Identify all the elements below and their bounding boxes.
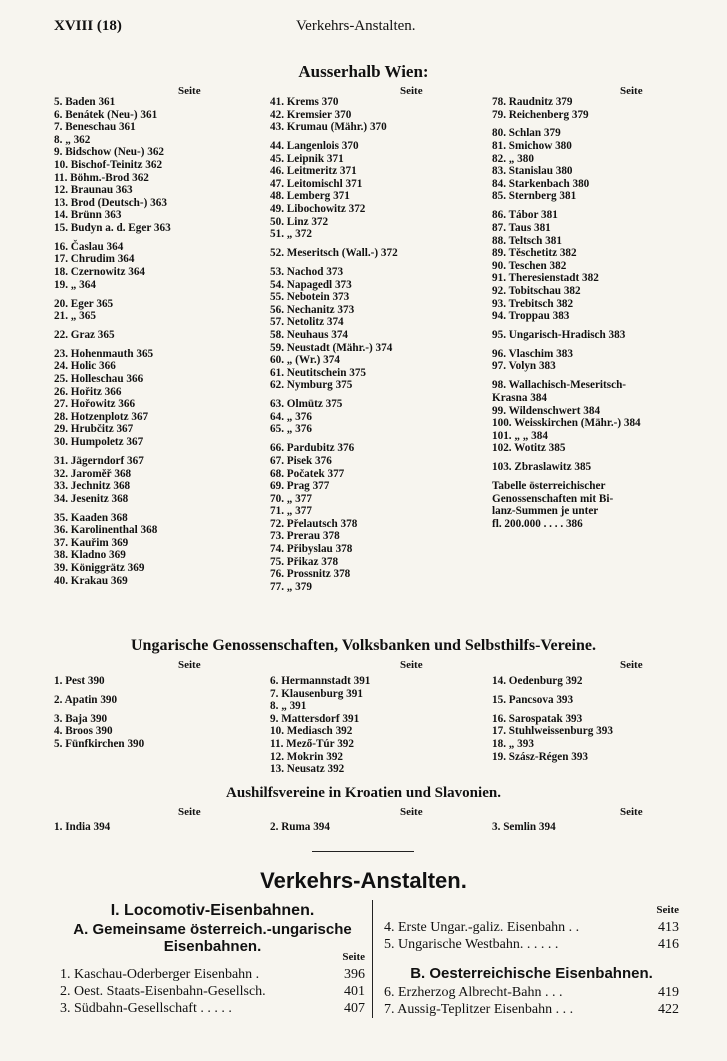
index-entry: 58. Neuhaus 374: [270, 328, 349, 341]
seite-label: Seite: [620, 806, 643, 818]
index-entry: 15. Pancsova 393: [492, 693, 574, 706]
index-entry: 77. „ 379: [270, 580, 312, 593]
index-entry: 14. Oedenburg 392: [492, 675, 583, 687]
index-entry: 6. Hermannstadt 391: [270, 675, 371, 687]
index-entry: 9. Bidschow (Neu-) 362: [54, 146, 165, 159]
railway-name: 4. Erste Ungar.-galiz. Eisenbahn . .: [384, 920, 580, 935]
index-entry: 49. Libochowitz 372: [270, 203, 366, 216]
index-entry: 24. Holic 366: [54, 360, 116, 373]
index-entry: 91. Theresienstadt 382: [492, 272, 599, 285]
right-subtitle: B. Oesterreichische Eisenbahnen.: [410, 965, 653, 982]
index-entry: 33. Jechnitz 368: [54, 480, 131, 493]
index-entry: 5. Fünfkirchen 390: [54, 737, 145, 750]
index-entry: 80. Schlan 379: [492, 127, 561, 140]
index-entry: 84. Starkenbach 380: [492, 177, 590, 190]
index-entry: 81. Smichow 380: [492, 140, 572, 153]
index-entry: 74. Přibyslau 378: [270, 543, 353, 556]
index-entry: 10. Mediasch 392: [270, 725, 353, 738]
index-entry: 44. Langenlois 370: [270, 140, 359, 153]
seite-label: Seite: [400, 85, 423, 97]
index-entry: 94. Troppau 383: [492, 310, 570, 323]
index-entry: 3. Baja 390: [54, 712, 108, 725]
seite-label: Seite: [656, 904, 679, 916]
index-entry: 36. Karolinenthal 368: [54, 524, 158, 537]
divider: [312, 851, 414, 852]
page-ref: 413: [658, 920, 679, 935]
index-entry: 42. Kremsier 370: [270, 108, 352, 121]
index-entry: 67. Pisek 376: [270, 454, 332, 467]
index-entry: 51. „ 372: [270, 228, 312, 241]
index-entry: 20. Eger 365: [54, 297, 114, 310]
aushilfs-item: 2. Ruma 394: [270, 821, 330, 833]
page-ref: 416: [658, 937, 679, 952]
index-entry: 17. Chrudim 364: [54, 253, 135, 266]
left-subtitle-a: A. Gemeinsame österreich.-ungarische: [73, 921, 352, 938]
index-entry: 62. Nymburg 375: [270, 379, 353, 392]
index-entry: 103. Zbraslawitz 385: [492, 461, 592, 474]
index-entry: 8. „ 391: [270, 700, 307, 713]
ungarische-column-2: [270, 675, 370, 776]
index-entry: 18. „ 393: [492, 737, 534, 750]
verkehrs-left-column: [60, 902, 365, 1017]
index-entry: 8. „ 362: [54, 133, 91, 146]
index-entry: 43. Krumau (Mähr.) 370: [270, 121, 387, 134]
index-entry: 79. Reichenberg 379: [492, 108, 589, 121]
index-entry: 32. Jaroměř 368: [54, 467, 132, 480]
railway-entry: [384, 984, 679, 1001]
aushilfs-item: 1. India 394: [54, 821, 111, 833]
index-entry: 65. „ 376: [270, 423, 312, 436]
index-entry: 17. Stuhlweissenburg 393: [492, 725, 613, 738]
index-entry: 101. „ „ 384: [492, 429, 548, 442]
running-header: Verkehrs-Anstalten.: [296, 18, 416, 34]
index-entry: 10. Bischof-Teinitz 362: [54, 158, 163, 171]
index-entry: 59. Neustadt (Mähr.-) 374: [270, 341, 393, 354]
index-entry: 41. Krems 370: [270, 96, 339, 108]
index-entry: lanz-Summen je unter: [492, 505, 599, 518]
index-entry: 100. Weisskirchen (Mähr.-) 384: [492, 417, 641, 430]
railway-entry: [60, 1000, 365, 1017]
index-entry: 23. Hohenmauth 365: [54, 347, 154, 360]
railway-entry: [60, 983, 365, 1000]
index-entry: 102. Wotitz 385: [492, 442, 566, 455]
index-entry: 19. „ 364: [54, 278, 96, 291]
seite-label: Seite: [178, 85, 201, 97]
index-entry: 70. „ 377: [270, 492, 312, 505]
index-entry: 1. Pest 390: [54, 675, 105, 687]
index-entry: 96. Vlaschim 383: [492, 347, 573, 360]
index-entry: Krasna 384: [492, 391, 548, 404]
index-entry: 98. Wallachisch-Meseritsch-: [492, 379, 627, 392]
index-entry: 61. Neutitschein 375: [270, 366, 367, 379]
index-entry: 13. Brod (Deutsch-) 363: [54, 196, 167, 209]
index-entry: 16. Časlau 364: [54, 240, 124, 253]
index-entry: 56. Nechanitz 373: [270, 303, 355, 316]
index-entry: 53. Nachod 373: [270, 266, 344, 279]
index-entry: 29. Hrubčitz 367: [54, 423, 134, 436]
index-entry: 14. Brünn 363: [54, 209, 122, 222]
seite-label: Seite: [620, 659, 643, 671]
index-entry: 22. Graz 365: [54, 328, 115, 341]
index-entry: 87. Taus 381: [492, 221, 551, 234]
index-entry: 88. Teltsch 381: [492, 234, 562, 247]
index-entry: 90. Teschen 382: [492, 259, 567, 272]
index-entry: 78. Raudnitz 379: [492, 96, 573, 108]
index-column-3: [492, 96, 641, 530]
page-ref: 407: [344, 1001, 365, 1016]
index-entry: fl. 200.000 . . . . 386: [492, 517, 583, 530]
page-ref: 401: [344, 984, 365, 999]
index-entry: 64. „ 376: [270, 410, 312, 423]
index-entry: 63. Olmütz 375: [270, 398, 343, 411]
section-title-ausserhalb: Ausserhalb Wien:: [298, 62, 429, 81]
index-entry: 66. Pardubitz 376: [270, 442, 355, 455]
index-entry: 37. Kauřim 369: [54, 536, 129, 549]
index-entry: 7. Beneschau 361: [54, 121, 136, 134]
railway-entry: [384, 919, 679, 936]
page-ref: 396: [344, 967, 365, 982]
index-entry: 47. Leitomischl 371: [270, 177, 363, 190]
railway-name: 2. Oest. Staats-Eisenbahn-Gesellsch.: [60, 984, 266, 999]
index-entry: 45. Leipnik 371: [270, 152, 344, 165]
index-entry: 28. Hotzenplotz 367: [54, 410, 149, 423]
seite-label: Seite: [342, 951, 365, 963]
index-entry: 21. „ 365: [54, 310, 96, 323]
index-entry: 9. Mattersdorf 391: [270, 712, 360, 725]
index-entry: 15. Budyn a. d. Eger 363: [54, 221, 171, 234]
page-number: XVIII (18): [54, 18, 122, 34]
index-entry: Tabelle österreichischer: [492, 480, 606, 493]
ungarische-column-3: [492, 675, 613, 763]
index-entry: 72. Přelautsch 378: [270, 517, 358, 530]
index-entry: 48. Lemberg 371: [270, 190, 350, 203]
section-title-ungarische: Ungarische Genossenschaften, Volksbanken und Selbsthilfs-Vereine.: [131, 637, 596, 654]
index-entry: 95. Ungarisch-Hradisch 383: [492, 328, 626, 341]
index-entry: 34. Jesenitz 368: [54, 492, 129, 505]
index-entry: 82. „ 380: [492, 152, 534, 165]
index-entry: 19. Szász-Régen 393: [492, 750, 589, 763]
index-entry: 52. Meseritsch (Wall.-) 372: [270, 247, 398, 260]
seite-label: Seite: [400, 659, 423, 671]
index-entry: 40. Krakau 369: [54, 574, 128, 587]
index-entry: 46. Leitmeritz 371: [270, 165, 357, 178]
index-entry: 13. Neusatz 392: [270, 763, 345, 776]
index-entry: 71. „ 377: [270, 505, 312, 518]
page-ref: 422: [658, 1002, 679, 1017]
index-entry: 85. Sternberg 381: [492, 190, 577, 203]
index-entry: 69. Prag 377: [270, 480, 330, 493]
right-items-bottom: [384, 984, 679, 1018]
railway-name: 1. Kaschau-Oderberger Eisenbahn .: [60, 967, 260, 982]
index-column-1: [54, 96, 171, 587]
section-title-verkehrs: Verkehrs-Anstalten.: [260, 868, 467, 893]
index-column-2: [270, 96, 398, 593]
index-entry: 27. Hořowitz 366: [54, 398, 136, 411]
index-entry: 35. Kaaden 368: [54, 511, 128, 524]
index-entry: 30. Humpoletz 367: [54, 436, 144, 449]
railway-name: 3. Südbahn-Gesellschaft . . . . .: [60, 1001, 232, 1016]
seite-label: Seite: [620, 85, 643, 97]
index-entry: 57. Netolitz 374: [270, 316, 344, 329]
index-entry: 2. Apatin 390: [54, 693, 118, 706]
railway-entry: [60, 966, 365, 983]
seite-label: Seite: [400, 806, 423, 818]
index-entry: 83. Stanislau 380: [492, 165, 573, 178]
index-entry: 54. Napagedl 373: [270, 278, 352, 291]
railway-name: 5. Ungarische Westbahn. . . . . .: [384, 937, 559, 952]
index-entry: 99. Wildenschwert 384: [492, 404, 601, 417]
index-entry: 4. Broos 390: [54, 725, 113, 738]
index-entry: 75. Přikaz 378: [270, 555, 339, 568]
index-entry: 31. Jägerndorf 367: [54, 454, 144, 467]
index-entry: 39. Königgrätz 369: [54, 561, 145, 574]
index-entry: 86. Tábor 381: [492, 209, 558, 222]
seite-label: Seite: [178, 659, 201, 671]
index-entry: 7. Klausenburg 391: [270, 687, 363, 700]
index-entry: 92. Tobitschau 382: [492, 284, 581, 297]
railway-entry: [384, 936, 679, 953]
left-subtitle-b: Eisenbahnen.: [163, 938, 262, 955]
index-entry: 16. Sarospatak 393: [492, 712, 583, 725]
index-entry: 38. Kladno 369: [54, 549, 126, 562]
index-entry: 12. Mokrin 392: [270, 750, 344, 763]
index-entry: 11. Böhm.-Brod 362: [54, 171, 149, 184]
railway-entry: [384, 1001, 679, 1018]
left-title: I. Locomotiv-Eisenbahnen.: [110, 902, 315, 919]
index-entry: 60. „ (Wr.) 374: [270, 354, 340, 367]
index-entry: 50. Linz 372: [270, 215, 329, 228]
index-entry: Genossenschaften mit Bi-: [492, 492, 614, 505]
verkehrs-right-column: [384, 902, 679, 1018]
railway-name: 6. Erzherzog Albrecht-Bahn . . .: [384, 985, 563, 1000]
index-entry: 97. Volyn 383: [492, 360, 556, 373]
index-entry: 73. Prerau 378: [270, 530, 340, 543]
railway-name: 7. Aussig-Teplitzer Eisenbahn . . .: [384, 1002, 574, 1017]
index-entry: 25. Holleschau 366: [54, 373, 144, 386]
index-entry: 5. Baden 361: [54, 96, 116, 108]
index-entry: 68. Počatek 377: [270, 467, 345, 480]
index-entry: 11. Mező-Túr 392: [270, 737, 354, 750]
left-items: [60, 966, 365, 1017]
page-ref: 419: [658, 985, 679, 1000]
aushilfs-item: 3. Semlin 394: [492, 821, 556, 833]
index-entry: 26. Hořitz 366: [54, 385, 122, 398]
index-entry: 6. Benátek (Neu-) 361: [54, 108, 158, 121]
column-divider: [372, 900, 373, 1018]
ungarische-column-1: [54, 675, 144, 751]
index-entry: 18. Czernowitz 364: [54, 266, 146, 279]
index-entry: 76. Prossnitz 378: [270, 568, 351, 581]
index-entry: 55. Nebotein 373: [270, 291, 350, 304]
seite-label: Seite: [178, 806, 201, 818]
index-entry: 12. Braunau 363: [54, 184, 133, 197]
index-entry: 89. Těschetitz 382: [492, 247, 577, 260]
index-entry: 93. Trebitsch 382: [492, 297, 574, 310]
right-items-top: [384, 919, 679, 953]
section-title-aushilfs: Aushilfsvereine in Kroatien und Slavonien.: [226, 785, 501, 801]
